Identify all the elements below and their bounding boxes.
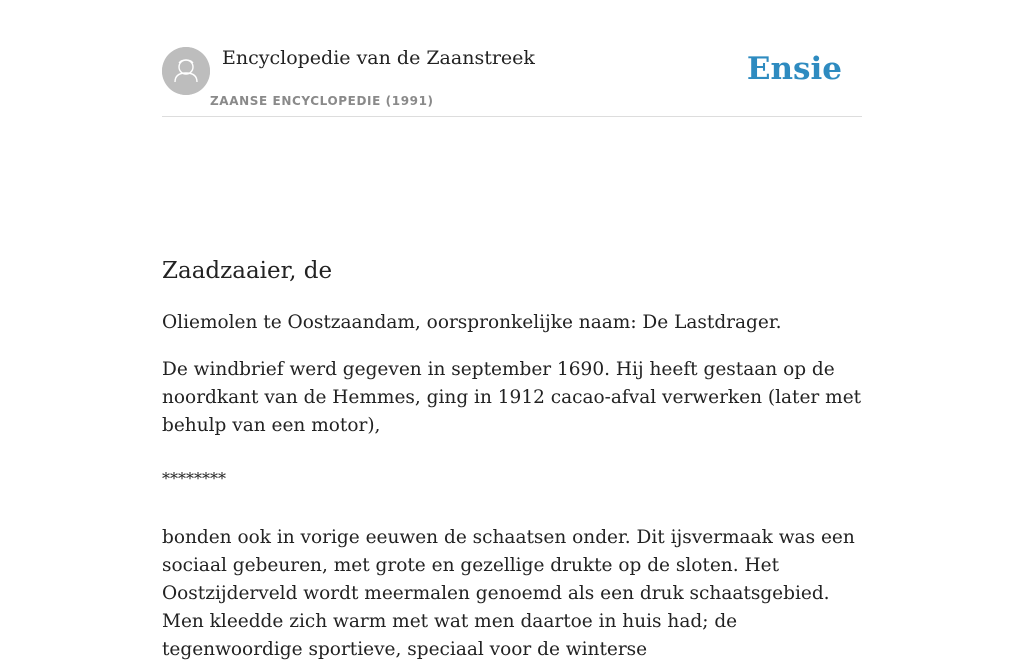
entry-paragraph: bonden ook in vorige eeuwen de schaatsen onder. Dit ijsvermaak was een sociaal gebeuren, met grote en gezellige drukte op de sloten. Het Oostzijderveld wordt meermalen genoemd als een druk schaatsgebied. Men kleedde zich warm met wat men daartoe in huis had; de tegenwoordige sportieve, speciaal voor de winterse [162, 527, 855, 660]
entry-paragraph: De windbrief werd gegeven in september 1690. Hij heeft gestaan op de noordkant van de Hemmes, ging in 1912 cacao-afval verwerken (later met behulp van een motor), [162, 359, 862, 436]
page-container [162, 0, 862, 660]
user-silhouette-icon[interactable] [162, 47, 210, 95]
page-header [162, 0, 862, 117]
book-subtitle[interactable]: ZAANSE ENCYCLOPEDIE (1991) [210, 94, 434, 108]
entry-paragraph: Oliemolen te Oostzaandam, oorspronkelijke naam: De Lastdrager. [162, 312, 782, 333]
entry-title: Zaadzaaier, de [162, 258, 333, 284]
book-title[interactable]: Encyclopedie van de Zaanstreek [222, 47, 535, 69]
ensie-logo[interactable]: Ensie [746, 51, 842, 87]
entry-separator: ******** [162, 469, 226, 488]
